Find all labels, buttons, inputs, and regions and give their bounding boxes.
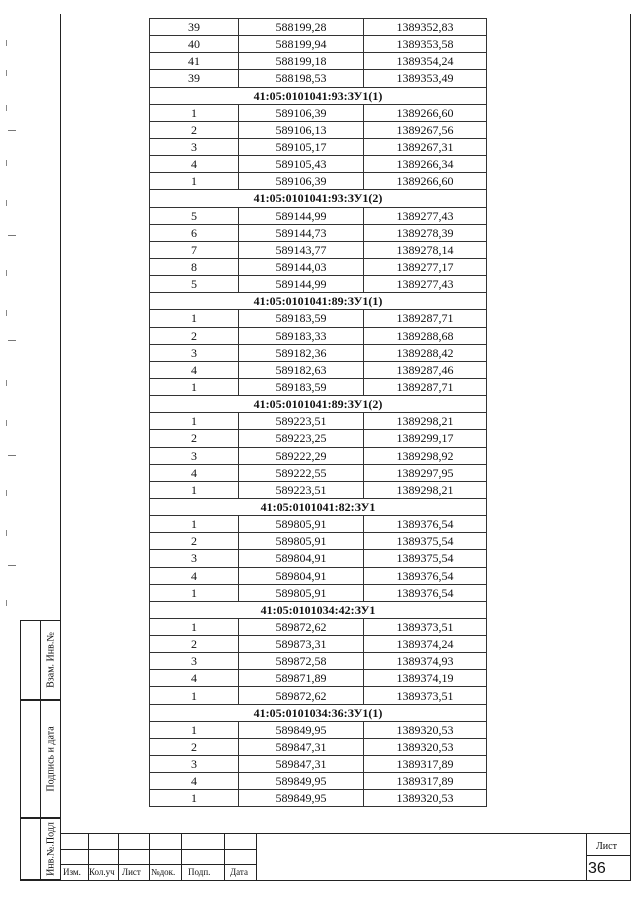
sheet-number: 36 (588, 860, 606, 877)
tb-list-label: Лист (122, 867, 141, 877)
coord-x: 589872,58 (239, 653, 364, 670)
table-row (150, 70, 487, 87)
section-header-row (150, 87, 487, 104)
coord-y: 1389287,71 (364, 378, 487, 395)
coord-x: 589183,59 (239, 378, 364, 395)
point-number: 4 (150, 773, 239, 790)
section-header-row (150, 190, 487, 207)
table-row (150, 207, 487, 224)
coord-y: 1389266,60 (364, 104, 487, 121)
table-row (150, 241, 487, 258)
coord-y: 1389375,54 (364, 533, 487, 550)
coord-y: 1389374,24 (364, 636, 487, 653)
coord-x: 589847,31 (239, 756, 364, 773)
point-number: 5 (150, 207, 239, 224)
coord-y: 1389353,49 (364, 70, 487, 87)
coord-y: 1389320,53 (364, 738, 487, 755)
table-row (150, 361, 487, 378)
table-row (150, 36, 487, 53)
title-block (60, 833, 630, 880)
coord-y: 1389297,95 (364, 464, 487, 481)
tb-data-label: Дата (230, 867, 248, 877)
point-number: 4 (150, 567, 239, 584)
table-row (150, 721, 487, 738)
table-row (150, 618, 487, 635)
point-number: 5 (150, 276, 239, 293)
table-row (150, 653, 487, 670)
table-row (150, 156, 487, 173)
section-header-row (150, 293, 487, 310)
table-row (150, 19, 487, 36)
table-row (150, 378, 487, 395)
coord-y: 1389287,46 (364, 361, 487, 378)
coord-y: 1389376,54 (364, 584, 487, 601)
point-number: 1 (150, 790, 239, 807)
point-number: 39 (150, 70, 239, 87)
coord-y: 1389278,14 (364, 241, 487, 258)
coord-x: 589106,39 (239, 173, 364, 190)
coord-x: 589105,17 (239, 138, 364, 155)
coord-y: 1389320,53 (364, 721, 487, 738)
coord-y: 1389277,43 (364, 276, 487, 293)
table-row (150, 687, 487, 704)
coord-x: 589183,33 (239, 327, 364, 344)
coord-x: 589182,36 (239, 344, 364, 361)
table-row (150, 430, 487, 447)
coord-y: 1389320,53 (364, 790, 487, 807)
table-row (150, 276, 487, 293)
table-row (150, 567, 487, 584)
coord-x: 589144,03 (239, 258, 364, 275)
table-row (150, 224, 487, 241)
point-number: 1 (150, 310, 239, 327)
coord-x: 589849,95 (239, 790, 364, 807)
point-number: 1 (150, 104, 239, 121)
cadastral-number: 41:05:0101041:93:ЗУ1(1) (150, 87, 487, 104)
table-row (150, 464, 487, 481)
coord-y: 1389266,60 (364, 173, 487, 190)
coord-x: 589223,25 (239, 430, 364, 447)
point-number: 40 (150, 36, 239, 53)
coord-x: 589872,62 (239, 687, 364, 704)
coord-x: 589804,91 (239, 550, 364, 567)
coord-y: 1389374,93 (364, 653, 487, 670)
coord-y: 1389266,34 (364, 156, 487, 173)
section-header-row (150, 704, 487, 721)
table-row (150, 53, 487, 70)
coord-y: 1389317,89 (364, 756, 487, 773)
table-row (150, 173, 487, 190)
stamp-inv-podl (20, 818, 60, 880)
point-number: 7 (150, 241, 239, 258)
point-number: 3 (150, 344, 239, 361)
table-row (150, 533, 487, 550)
stamp-vzam-inv (20, 620, 60, 700)
coord-x: 589873,31 (239, 636, 364, 653)
table-row (150, 138, 487, 155)
point-number: 39 (150, 19, 239, 36)
table-row (150, 327, 487, 344)
table-row (150, 104, 487, 121)
coord-y: 1389376,54 (364, 567, 487, 584)
coord-y: 1389298,21 (364, 413, 487, 430)
point-number: 1 (150, 618, 239, 635)
coord-x: 589106,13 (239, 121, 364, 138)
coord-x: 588199,94 (239, 36, 364, 53)
table-row (150, 756, 487, 773)
table-row (150, 670, 487, 687)
section-header-row (150, 396, 487, 413)
coord-x: 589872,62 (239, 618, 364, 635)
coord-y: 1389298,21 (364, 481, 487, 498)
point-number: 1 (150, 481, 239, 498)
cadastral-number: 41:05:0101034:36:ЗУ1(1) (150, 704, 487, 721)
coord-x: 588199,28 (239, 19, 364, 36)
table-row (150, 447, 487, 464)
coord-y: 1389299,17 (364, 430, 487, 447)
point-number: 2 (150, 327, 239, 344)
coord-y: 1389373,51 (364, 618, 487, 635)
table-row (150, 636, 487, 653)
coord-y: 1389287,71 (364, 310, 487, 327)
point-number: 1 (150, 584, 239, 601)
coord-x: 589144,99 (239, 276, 364, 293)
coord-y: 1389373,51 (364, 687, 487, 704)
point-number: 4 (150, 670, 239, 687)
table-row (150, 413, 487, 430)
tb-izm-label: Изм. (63, 867, 81, 877)
coord-x: 589144,73 (239, 224, 364, 241)
table-row (150, 773, 487, 790)
coord-x: 589222,29 (239, 447, 364, 464)
coord-y: 1389353,58 (364, 36, 487, 53)
stamp-inv-label: Инв.№.Подл (45, 822, 57, 876)
point-number: 41 (150, 53, 239, 70)
point-number: 2 (150, 738, 239, 755)
point-number: 3 (150, 653, 239, 670)
point-number: 4 (150, 464, 239, 481)
point-number: 1 (150, 173, 239, 190)
coord-x: 589182,63 (239, 361, 364, 378)
point-number: 3 (150, 138, 239, 155)
coord-x: 589805,91 (239, 533, 364, 550)
point-number: 1 (150, 378, 239, 395)
table-row (150, 258, 487, 275)
coord-y: 1389277,17 (364, 258, 487, 275)
frame-right-border (630, 14, 631, 880)
table-row (150, 481, 487, 498)
coord-x: 589871,89 (239, 670, 364, 687)
coord-y: 1389352,83 (364, 19, 487, 36)
coord-x: 589805,91 (239, 516, 364, 533)
point-number: 1 (150, 413, 239, 430)
coord-y: 1389267,56 (364, 121, 487, 138)
coord-y: 1389354,24 (364, 53, 487, 70)
coord-x: 589223,51 (239, 413, 364, 430)
point-number: 4 (150, 361, 239, 378)
coord-x: 589847,31 (239, 738, 364, 755)
coord-y: 1389278,39 (364, 224, 487, 241)
table-row (150, 344, 487, 361)
point-number: 3 (150, 550, 239, 567)
table-row (150, 584, 487, 601)
point-number: 2 (150, 533, 239, 550)
coord-y: 1389288,68 (364, 327, 487, 344)
point-number: 2 (150, 636, 239, 653)
point-number: 4 (150, 156, 239, 173)
coord-x: 589183,59 (239, 310, 364, 327)
coord-x: 589106,39 (239, 104, 364, 121)
coord-y: 1389277,43 (364, 207, 487, 224)
point-number: 3 (150, 447, 239, 464)
table-row (150, 516, 487, 533)
coord-x: 589804,91 (239, 567, 364, 584)
tb-kol-label: Кол.уч (89, 867, 115, 877)
point-number: 1 (150, 721, 239, 738)
section-header-row (150, 498, 487, 515)
point-number: 1 (150, 687, 239, 704)
frame-bottom-border (20, 880, 631, 881)
table-row (150, 550, 487, 567)
stamp-podpis-label: Подпись и дата (45, 726, 57, 792)
coord-x: 588199,18 (239, 53, 364, 70)
stamp-vzam-label: Взам. Инв.№ (45, 632, 57, 688)
coord-x: 589805,91 (239, 584, 364, 601)
table-row (150, 738, 487, 755)
cadastral-number: 41:05:0101041:93:ЗУ1(2) (150, 190, 487, 207)
coord-x: 589223,51 (239, 481, 364, 498)
point-number: 2 (150, 121, 239, 138)
coord-x: 589105,43 (239, 156, 364, 173)
coord-x: 589143,77 (239, 241, 364, 258)
cadastral-number: 41:05:0101041:89:ЗУ1(2) (150, 396, 487, 413)
tb-ndok-label: №док. (151, 867, 176, 877)
coord-y: 1389317,89 (364, 773, 487, 790)
cadastral-number: 41:05:0101041:82:ЗУ1 (150, 498, 487, 515)
cadastral-number: 41:05:0101034:42:ЗУ1 (150, 601, 487, 618)
point-number: 1 (150, 516, 239, 533)
sheet-label: Лист (596, 841, 617, 852)
coord-x: 589849,95 (239, 721, 364, 738)
table-row (150, 310, 487, 327)
coordinates-table (149, 18, 487, 807)
coord-y: 1389298,92 (364, 447, 487, 464)
coord-y: 1389267,31 (364, 138, 487, 155)
point-number: 3 (150, 756, 239, 773)
point-number: 2 (150, 430, 239, 447)
coord-y: 1389375,54 (364, 550, 487, 567)
section-header-row (150, 601, 487, 618)
point-number: 6 (150, 224, 239, 241)
cadastral-number: 41:05:0101041:89:ЗУ1(1) (150, 293, 487, 310)
stamp-podpis-data (20, 700, 60, 818)
coord-x: 589144,99 (239, 207, 364, 224)
coord-x: 589849,95 (239, 773, 364, 790)
table-row (150, 790, 487, 807)
coord-y: 1389288,42 (364, 344, 487, 361)
point-number: 8 (150, 258, 239, 275)
coord-x: 589222,55 (239, 464, 364, 481)
table-row (150, 121, 487, 138)
coord-x: 588198,53 (239, 70, 364, 87)
coord-y: 1389376,54 (364, 516, 487, 533)
tb-podp-label: Подп. (188, 867, 211, 877)
coord-y: 1389374,19 (364, 670, 487, 687)
